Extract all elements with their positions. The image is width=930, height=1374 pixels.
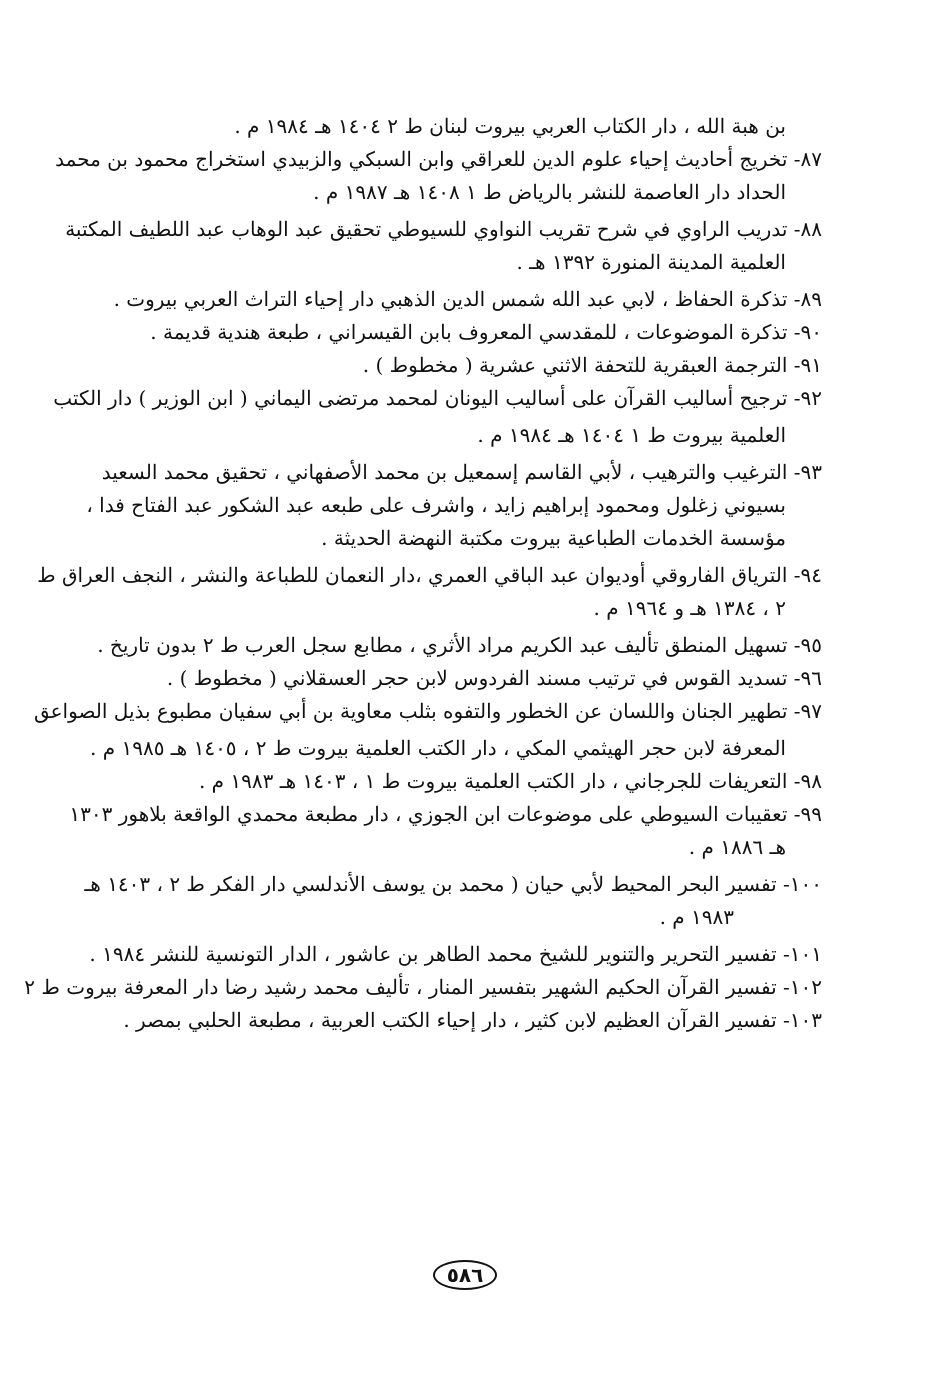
text-line: الحداد دار العاصمة للنشر بالرياض ط ١ ١٤٠٨ هـ ١٩٨٧ م . bbox=[313, 180, 786, 204]
text-line: بسيوني زغلول ومحمود إبراهيم زايد ، واشرف على طبعه عبد الشكور عبد الفتاح فدا ، bbox=[86, 493, 786, 517]
text-line: ١٠٠- تفسير البحر المحيط لأبي حيان ( محمد بن يوسف الأندلسي دار الفكر ط ٢ ، ١٤٠٣ هـ bbox=[84, 872, 822, 896]
text-line: ١٠٢- تفسير القرآن الحكيم الشهير بتفسير المنار ، تأليف محمد رشيد رضا دار المعرفة بيروت ط ٢ bbox=[24, 975, 822, 999]
text-line: ٩٤- الترياق الفاروقي أوديوان عبد الباقي العمري ،دار النعمان للطباعة والنشر ، النجف العراق ط bbox=[37, 563, 822, 587]
text-line: ٨٨- تدريب الراوي في شرح تقريب النواوي للسيوطي تحقيق عبد الوهاب عبد اللطيف المكتبة bbox=[65, 217, 822, 241]
text-line: ٩٥- تسهيل المنطق تأليف عبد الكريم مراد الأثري ، مطابع سجل العرب ط ٢ بدون تاريخ . bbox=[97, 633, 822, 657]
text-line: ٨٩- تذكرة الحفاظ ، لابي عبد الله شمس الدين الذهبي دار إحياء التراث العربي بيروت . bbox=[113, 287, 822, 311]
text-line: ٩٠- تذكرة الموضوعات ، للمقدسي المعروف بابن القيسراني ، طبعة هندية قديمة . bbox=[150, 320, 822, 344]
text-line: ٩٩- تعقيبات السيوطي على موضوعات ابن الجوزي ، دار مطبعة محمدي الواقعة بلاهور ١٣٠٣ bbox=[69, 802, 822, 826]
text-line: العلمية بيروت ط ١ ١٤٠٤ هـ ١٩٨٤ م . bbox=[477, 423, 786, 447]
text-line: ٩٧- تطهير الجنان واللسان عن الخطور والتفوه بثلب معاوية بن أبي سفيان مطبوع بذيل الصواعق bbox=[33, 699, 822, 723]
text-line: هـ ١٨٨٦ م . bbox=[688, 835, 786, 859]
page-number: ٥٨٦ bbox=[433, 1260, 497, 1290]
text-line: بن هبة الله ، دار الكتاب العربي بيروت لبنان ط ٢ ١٤٠٤ هـ ١٩٨٤ م . bbox=[234, 114, 786, 138]
text-line: ٩٢- ترجيح أساليب القرآن على أساليب اليونان لمحمد مرتضى اليماني ( ابن الوزير ) دار الكتب bbox=[53, 386, 822, 410]
text-line: ٩٣- الترغيب والترهيب ، لأبي القاسم إسمعيل بن محمد الأصفهاني ، تحقيق محمد السعيد bbox=[101, 460, 822, 484]
text-line: ٢ ، ١٣٨٤ هـ و ١٩٦٤ م . bbox=[593, 596, 786, 620]
text-line: ٩١- الترجمة العبقرية للتحفة الاثني عشرية ( مخطوط ) . bbox=[362, 353, 822, 377]
text-line: ١٩٨٣ م . bbox=[659, 905, 734, 929]
text-line: ٩٦- تسديد القوس في ترتيب مسند الفردوس لابن حجر العسقلاني ( مخطوط ) . bbox=[166, 666, 822, 690]
text-line: المعرفة لابن حجر الهيثمي المكي ، دار الكتب العلمية بيروت ط ٢ ، ١٤٠٥ هـ ١٩٨٥ م . bbox=[90, 736, 786, 760]
text-line: مؤسسة الخدمات الطباعية بيروت مكتبة النهضة الحديثة . bbox=[321, 526, 786, 550]
text-line: ٨٧- تخريج أحاديث إحياء علوم الدين للعراقي وابن السبكي والزبيدي استخراج محمود بن محمد bbox=[55, 147, 822, 171]
text-line: ٩٨- التعريفات للجرجاني ، دار الكتب العلمية بيروت ط ١ ، ١٤٠٣ هـ ١٩٨٣ م . bbox=[198, 769, 822, 793]
text-line: ١٠١- تفسير التحرير والتنوير للشيخ محمد الطاهر بن عاشور ، الدار التونسية للنشر ١٩٨٤ . bbox=[89, 942, 822, 966]
text-line: ١٠٣- تفسير القرآن العظيم لابن كثير ، دار إحياء الكتب العربية ، مطبعة الحلبي بمصر . bbox=[123, 1008, 822, 1032]
text-line: العلمية المدينة المنورة ١٣٩٢ هـ . bbox=[516, 250, 786, 274]
bibliography-page bbox=[24, 112, 822, 1034]
